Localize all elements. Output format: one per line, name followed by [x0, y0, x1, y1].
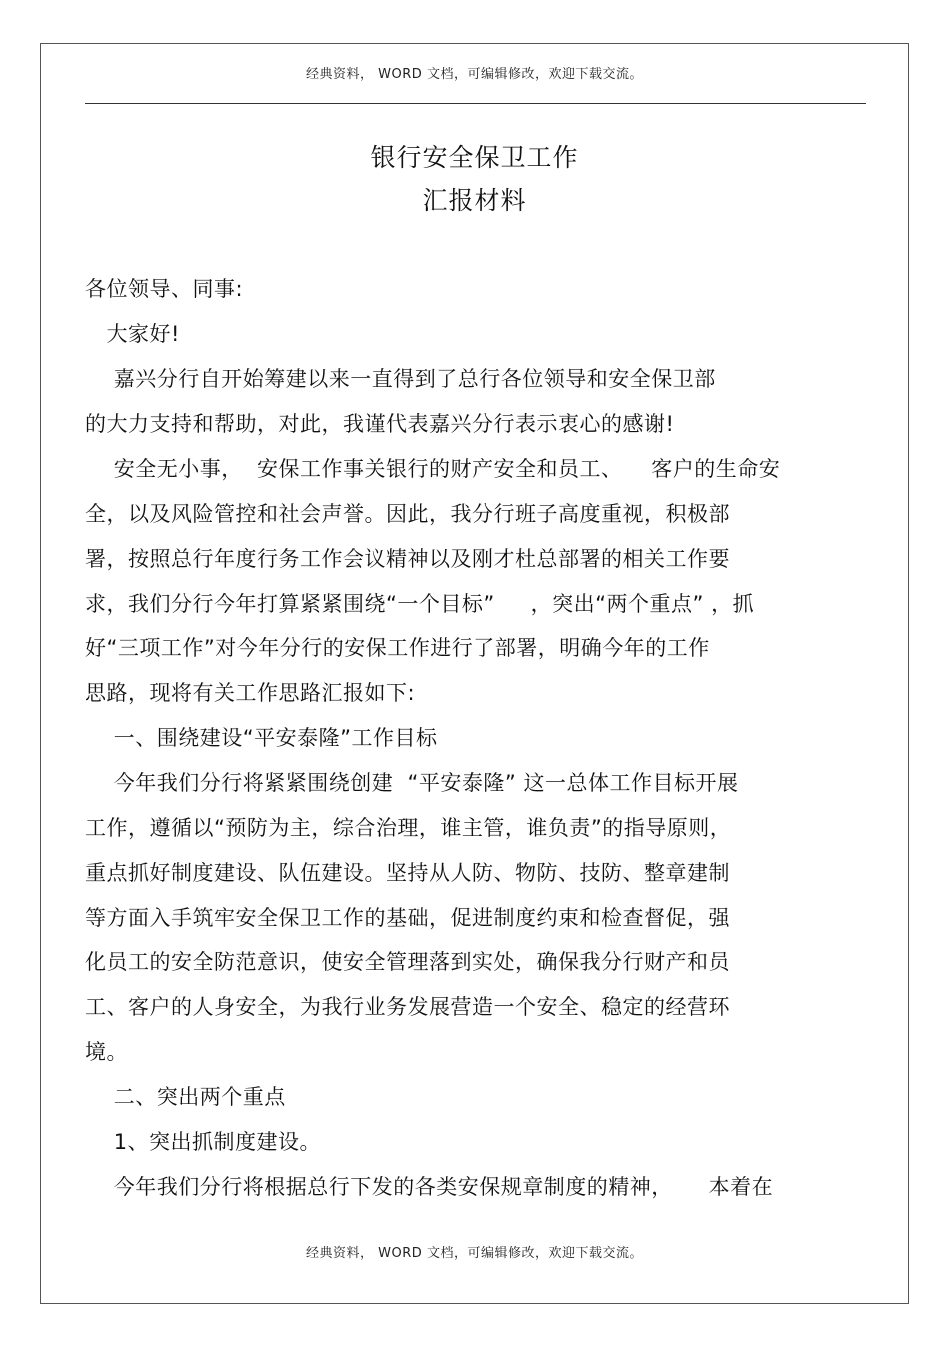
page-header: 经典资料， WORD 文档，可编辑修改，欢迎下载交流。: [306, 67, 643, 82]
page-footer: 经典资料， WORD 文档，可编辑修改，欢迎下载交流。: [306, 1246, 643, 1261]
body-line: 嘉兴分行自开始筹建以来一直得到了总行各位领导和安全保卫部: [85, 367, 716, 391]
section-heading-1: 一、围绕建设“平安泰隆”工作目标: [85, 726, 438, 750]
body-line: 工、客户的人身安全，为我行业务发展营造一个安全、稳定的经营环: [85, 995, 730, 1019]
section-heading-2: 二、突出两个重点: [85, 1085, 286, 1109]
header-divider: [85, 103, 866, 104]
body-line: 等方面入手筑牢安全保卫工作的基础，促进制度约束和检查督促，强: [85, 906, 730, 930]
body-line: 全，以及风险管控和社会声誉。因此，我分行班子高度重视，积极部: [85, 502, 730, 526]
body-line: 境。: [85, 1040, 128, 1064]
body-line: 安全无小事， 安保工作事关银行的财产安全和员工、 客户的生命安: [85, 457, 781, 481]
body-line: 好“三项工作”对今年分行的安保工作进行了部署，明确今年的工作: [85, 636, 710, 660]
body-line: 工作，遵循以“预防为主，综合治理，谁主管，谁负责”的指导原则，: [85, 816, 732, 840]
greeting-line: 大家好!: [85, 322, 180, 346]
body-line: 的大力支持和帮助，对此，我谨代表嘉兴分行表示衷心的感谢!: [85, 412, 675, 436]
body-line: 署，按照总行年度行务工作会议精神以及刚才杜总部署的相关工作要: [85, 547, 730, 571]
body-line: 化员工的安全防范意识，使安全管理落到实处，确保我分行财产和员: [85, 950, 730, 974]
document-subtitle: 汇报材料: [422, 186, 527, 215]
body-line: 思路，现将有关工作思路汇报如下:: [85, 681, 416, 705]
body-line: 重点抓好制度建设、队伍建设。坚持从人防、物防、技防、整章建制: [85, 861, 730, 885]
body-line: 求，我们分行今年打算紧紧围绕“一个目标” ，突出“两个重点” ，抓: [85, 592, 755, 616]
page-border: [40, 43, 909, 1304]
document-title: 银行安全保卫工作: [370, 143, 579, 172]
body-line: 今年我们分行将根据总行下发的各类安保规章制度的精神， 本着在: [85, 1175, 774, 1199]
salutation-line: 各位领导、同事:: [85, 277, 244, 301]
body-line: 今年我们分行将紧紧围绕创建 “平安泰隆” 这一总体工作目标开展: [85, 771, 739, 795]
subsection-heading: 1、突出抓制度建设。: [85, 1130, 322, 1154]
